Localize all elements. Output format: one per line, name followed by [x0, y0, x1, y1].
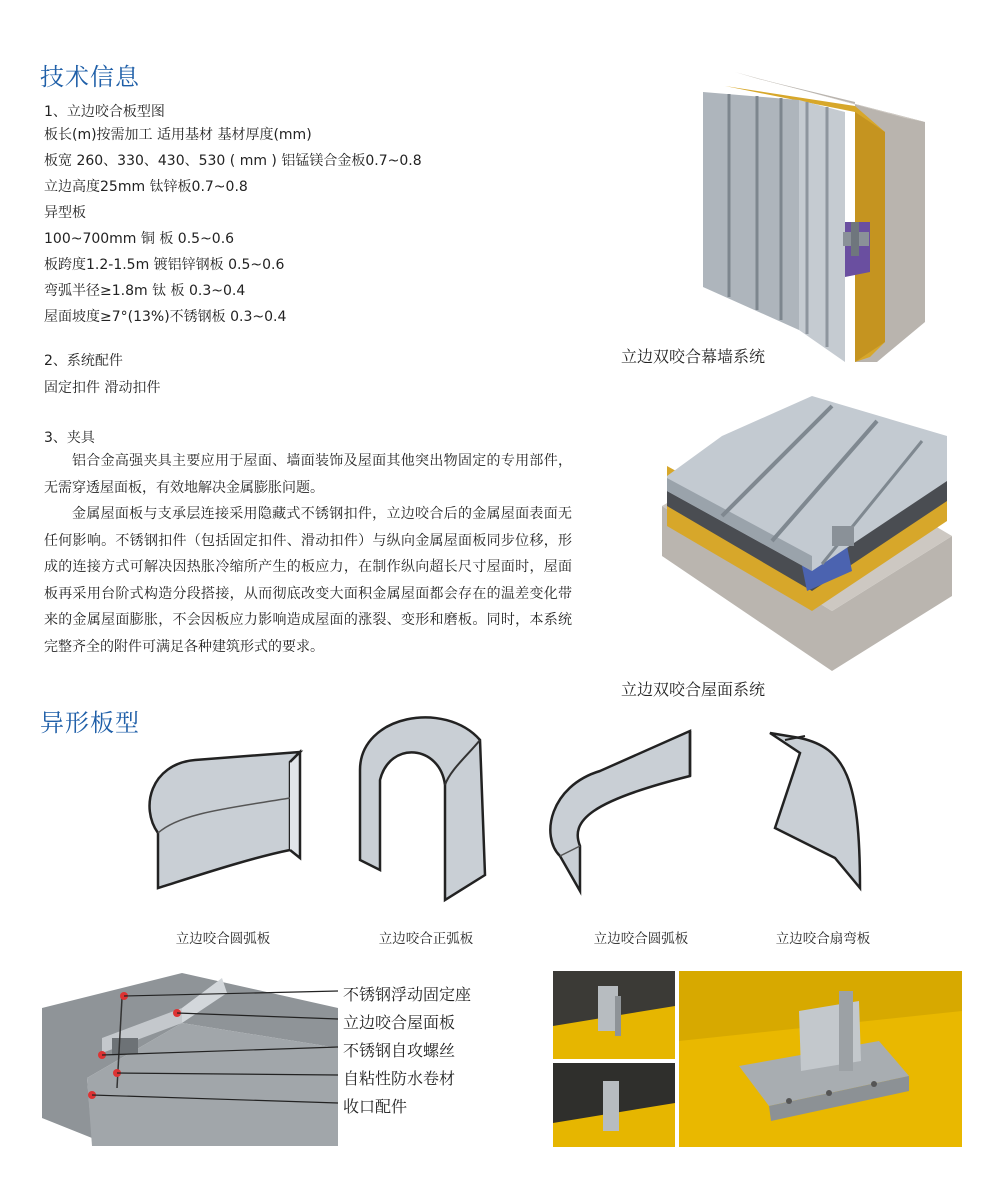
wall-system-caption: 立边双咬合幕墙系统: [621, 347, 766, 366]
fan-panel-illustration: [765, 728, 895, 893]
clip-photo-large: [679, 971, 962, 1147]
spec-line: 屋面坡度≥7°(13%)不锈钢板 0.3~0.4: [44, 309, 287, 325]
paragraph: 铝合金高强夹具主要应用于屋面、墙面装饰及屋面其他突出物固定的专用部件，无需穿透屋面板，有效地解决金属膨胀问题。: [44, 453, 572, 496]
tech-info-heading: 技术信息: [40, 63, 140, 91]
shape-caption: 立边咬合圆弧板: [175, 931, 271, 947]
legend-item: 收口配件: [343, 1097, 408, 1116]
legend-item: 自粘性防水卷材: [343, 1069, 456, 1088]
curved-panel-illustration: [540, 726, 700, 901]
legend-list: [343, 982, 471, 1122]
legend-item: 立边咬合屋面板: [343, 1013, 456, 1032]
roof-detail-diagram: [42, 968, 338, 1146]
legend-item: 不锈钢自攻螺丝: [343, 1041, 456, 1060]
spec-line: 100~700mm 铜 板 0.5~0.6: [44, 231, 235, 247]
roof-system-caption: 立边双咬合屋面系统: [621, 680, 766, 699]
spec-list: [44, 122, 422, 330]
wall-system-illustration: [695, 72, 935, 364]
arc-panel-illustration: [140, 738, 310, 898]
arch-panel-illustration: [350, 710, 495, 905]
spec-line: 板跨度1.2-1.5m 镀铝锌钢板 0.5~0.6: [44, 257, 285, 273]
clip-photo-bottom: [553, 1063, 675, 1147]
section2-items: 固定扣件 滑动扣件: [44, 380, 161, 396]
shape-caption: 立边咬合正弧板: [378, 931, 474, 947]
legend-item: 不锈钢浮动固定座: [343, 985, 472, 1004]
section3-title: 3、夹具: [44, 430, 95, 446]
spec-line: 弯弧半径≥1.8m 钛 板 0.3~0.4: [44, 283, 246, 299]
paragraph: 金属屋面板与支承层连接采用隐藏式不锈钢扣件，立边咬合后的金属屋面表面无任何影响。不锈钢扣件（包括固定扣件、滑动扣件）与纵向金属屋面板同步位移，形成的连接方式可解决因热胀冷缩所产生的板应力，在制作纵向超长尺寸屋面时，屋面板再采用台阶式构造分段搭接，从而彻底改变大面积金属屋面都会存在的温差变化带来的金属屋面膨胀，不会因板应力影响造成屋面的涨裂、变形和磨板。同时，本系统完整齐全的附件可满足各种建筑形式的要求。: [44, 506, 572, 655]
shape-caption: 立边咬合圆弧板: [593, 931, 689, 947]
spec-line: 板长(m)按需加工 适用基材 基材厚度(mm): [44, 127, 312, 143]
section1-title: 1、立边咬合板型图: [44, 104, 165, 120]
shapes-heading: 异形板型: [40, 709, 140, 737]
shape-caption: 立边咬合扇弯板: [775, 931, 871, 947]
spec-line: 立边高度25mm 钛锌板0.7~0.8: [44, 179, 248, 195]
section3-body: [44, 448, 572, 660]
spec-line: 板宽 260、330、430、530 ( mm ) 铝锰镁合金板0.7~0.8: [44, 153, 422, 169]
section2-title: 2、系统配件: [44, 353, 123, 369]
roof-system-illustration: [662, 396, 952, 671]
clip-photo-top: [553, 971, 675, 1059]
spec-line: 异型板: [44, 205, 86, 221]
